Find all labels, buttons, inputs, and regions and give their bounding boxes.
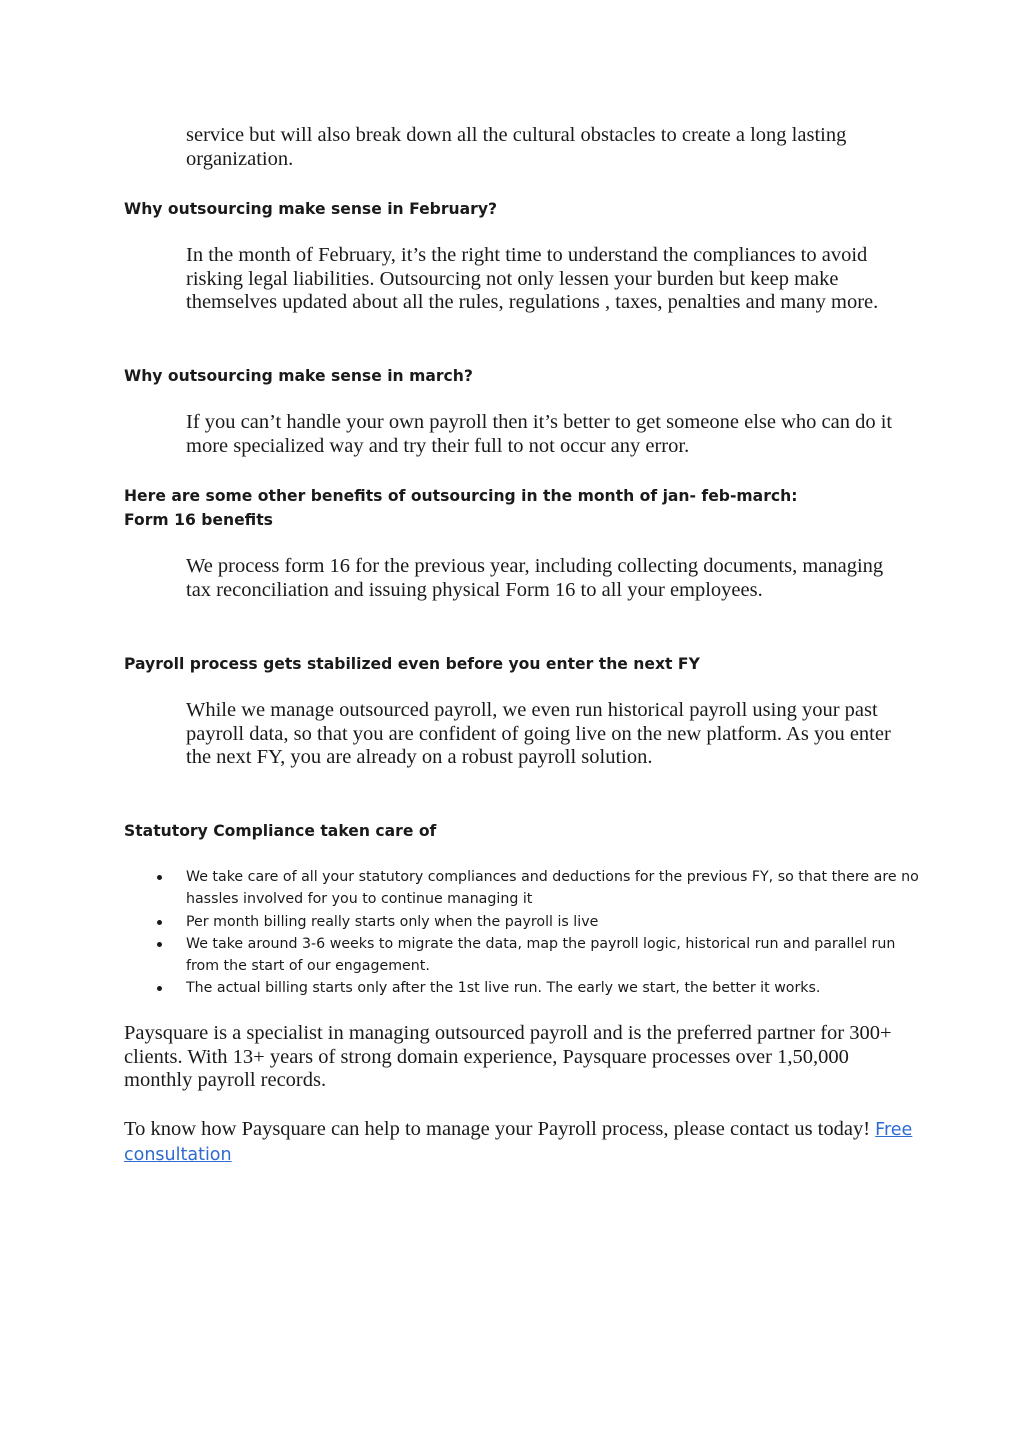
free-consultation-link[interactable]: Free consultation: [124, 1120, 913, 1165]
contact-text: To know how Paysquare can help to manage your Payroll process, please contact us today!: [124, 1118, 871, 1140]
about-paysquare-paragraph: Paysquare is a specialist in managing outsourced payroll and is the preferred partner for 300+ clients. With 13+ years of strong domain experience, Paysquare processes over 1,50,000 monthly payroll records.: [124, 1022, 892, 1092]
contact-paragraph: [124, 1118, 914, 1167]
list-item-text: Per month billing really starts only when the payroll is live: [186, 913, 599, 930]
section-heading-benefits: [124, 485, 914, 532]
section-body-march: If you can’t handle your own payroll then it’s better to get someone else who can do it more specialized way and try their full to not occur any error.: [186, 411, 893, 457]
section-heading-march: Why outsourcing make sense in march?: [124, 367, 473, 385]
section-heading-benefits-line1: Here are some other benefits of outsourcing in the month of jan- feb-march:: [124, 487, 798, 505]
list-item: [124, 977, 924, 999]
section-heading-february: Why outsourcing make sense in February?: [124, 200, 498, 218]
bullet-icon: [157, 986, 162, 991]
bullet-icon: [157, 942, 162, 947]
section-heading-payroll-stabilized: Payroll process gets stabilized even before you enter the next FY: [124, 655, 700, 673]
list-item-text: We take around 3-6 weeks to migrate the data, map the payroll logic, historical run and parallel run from the start of our engagement.: [186, 935, 896, 975]
statutory-compliance-list: [124, 866, 924, 1000]
list-item: [124, 911, 924, 933]
section-heading-form16: Form 16 benefits: [124, 510, 273, 529]
section-body-february: In the month of February, it’s the right time to understand the compliances to avoid risking legal liabilities. Outsourcing not only lessen your burden but keep make themselves updated about all the rules, regulations , taxes, penalties and many more.: [186, 244, 879, 314]
bullet-icon: [157, 920, 162, 925]
list-item-text: We take care of all your statutory compliances and deductions for the previous FY, so that there are no hassles involved for you to continue managing it: [186, 869, 919, 908]
list-item: [124, 933, 924, 978]
section-body-payroll-stabilized: While we manage outsourced payroll, we even run historical payroll using your past payroll data, so that you are confident of going live on the new platform. As you enter the next FY, you are already on a robust payroll solution.: [186, 699, 891, 769]
section-body-form16: We process form 16 for the previous year, including collecting documents, managing tax reconciliation and issuing physical Form 16 to all your employees.: [186, 555, 884, 601]
intro-continuation-paragraph: service but will also break down all the cultural obstacles to create a long lasting organization.: [186, 124, 847, 170]
list-item-text: The actual billing starts only after the 1st live run. The early we start, the better it works.: [186, 980, 821, 997]
list-item: [124, 866, 924, 911]
bullet-icon: [157, 875, 162, 880]
section-heading-statutory-compliance: Statutory Compliance taken care of: [124, 822, 437, 840]
